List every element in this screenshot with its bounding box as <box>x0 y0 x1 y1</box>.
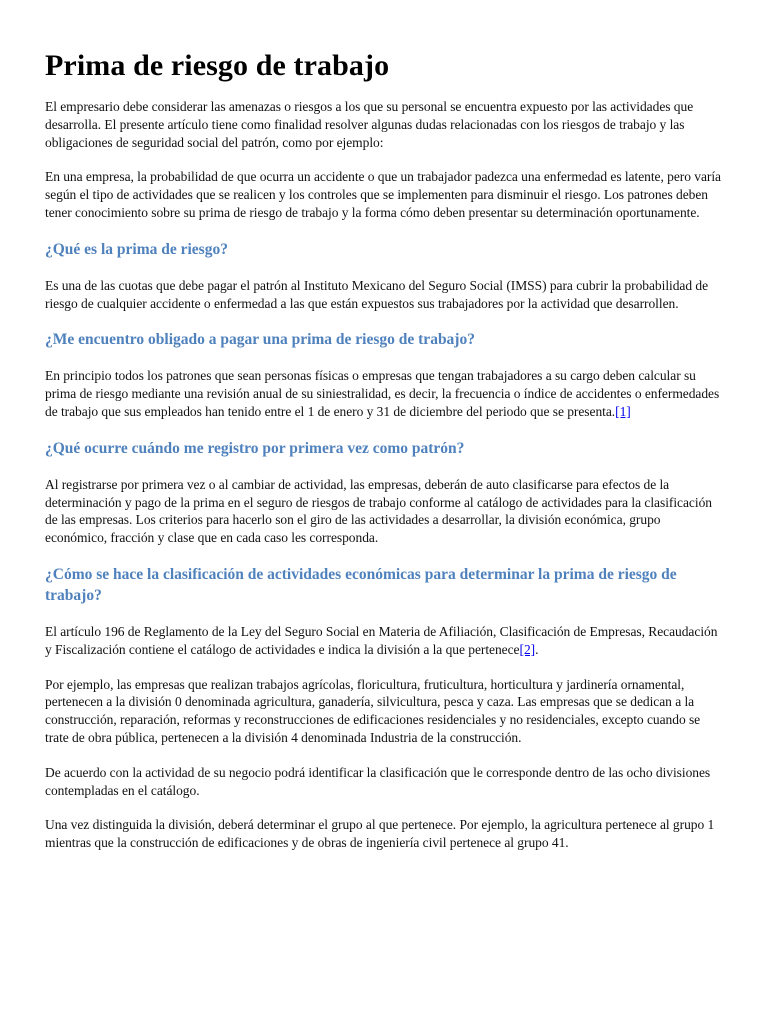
footnote-ref-1[interactable]: [1] <box>615 403 631 419</box>
document-page <box>45 48 725 869</box>
intro-paragraph-2: En una empresa, la probabilidad de que ocurra un accidente o que un trabajador padezca una enfermedad es latente, pero varía según el tipo de actividades que se realicen y los controles que se implementen para disminuir el riesgo. Los patrones deben tener conocimiento sobre su prima de riesgo de trabajo y la forma cómo deben presentar su determinación oportunamente. <box>45 169 721 220</box>
sentence-end: . <box>535 641 539 657</box>
page-title: Prima de riesgo de trabajo <box>45 49 390 82</box>
section-heading-primera-vez: ¿Qué ocurre cuándo me registro por primera vez como patrón? <box>45 439 465 457</box>
section-obligado-paragraph <box>45 367 725 420</box>
section-clasificacion-text: El artículo 196 de Reglamento de la Ley del Seguro Social en Materia de Afiliación, Clasificación de Empresas, Recaudación y Fiscalización contiene el catálogo de actividades e indica la división a la que pertenece <box>45 623 718 657</box>
section-heading-obligado: ¿Me encuentro obligado a pagar una prima de riesgo de trabajo? <box>45 331 475 349</box>
section-clasificacion-paragraph-4: Una vez distinguida la división, deberá determinar el grupo al que pertenece. Por ejemplo, la agricultura pertenece al grupo 1 mientras que la construcción de edificaciones y de obras de ingeniería civil pertenece al grupo 41. <box>45 817 715 851</box>
section-clasificacion-paragraph-2: Por ejemplo, las empresas que realizan trabajos agrícolas, floricultura, fruticultura, horticultura y jardinería ornamental, pertenecen a la división 0 denominada agricultura, ganadería, silvicultura, pesca y caza. Las empresas que se dedican a la construcción, reparación, reformas y reconstrucciones de edificaciones residenciales y no residenciales, excepto cuando se trate de obra pública, pertenecen a la división 4 denominada Industria de la construcción. <box>45 676 701 745</box>
section-obligado-text: En principio todos los patrones que sean personas físicas o empresas que tengan trabajadores a su cargo deben calcular su prima de riesgo mediante una revisión anual de su siniestralidad, es decir, la frecuencia o índice de accidentes o enfermedades de trabajo que sus empleados han tenido entre el 1 de enero y 31 de diciembre del periodo que se presenta. <box>45 368 720 419</box>
section-que-es-paragraph: Es una de las cuotas que debe pagar el patrón al Instituto Mexicano del Seguro Social (IMSS) para cubrir la probabilidad de riesgo de cualquier accidente o enfermedad a las que están expuestos sus trabajadores por la actividad que desarrollen. <box>45 277 709 311</box>
section-heading-que-es: ¿Qué es la prima de riesgo? <box>45 240 228 258</box>
section-heading-clasificacion: ¿Cómo se hace la clasificación de actividades económicas para determinar la prima de riesgo de trabajo? <box>45 565 677 604</box>
footnote-ref-2[interactable]: [2] <box>519 641 536 657</box>
intro-paragraph-1: El empresario debe considerar las amenazas o riesgos a los que su personal se encuentra expuesto por las actividades que desarrolla. El presente artículo tiene como finalidad resolver algunas dudas relacionadas con los riesgos de trabajo y las obligaciones de seguridad social del patrón, como por ejemplo: <box>45 99 694 150</box>
section-primera-vez-paragraph: Al registrarse por primera vez o al cambiar de actividad, las empresas, deberán de auto clasificarse para efectos de la determinación y pago de la prima en el seguro de riesgos de trabajo conforme al catálogo de actividades para la clasificación de las empresas. Los criterios para hacerlo son el giro de las actividades a desarrollar, la división económica, grupo económico, fracción y clase que en cada caso les corresponda. <box>45 476 712 546</box>
section-clasificacion-paragraph-1 <box>45 623 725 659</box>
section-clasificacion-paragraph-3: De acuerdo con la actividad de su negocio podrá identificar la clasificación que le corresponde dentro de las ocho divisiones contempladas en el catálogo. <box>45 764 711 798</box>
